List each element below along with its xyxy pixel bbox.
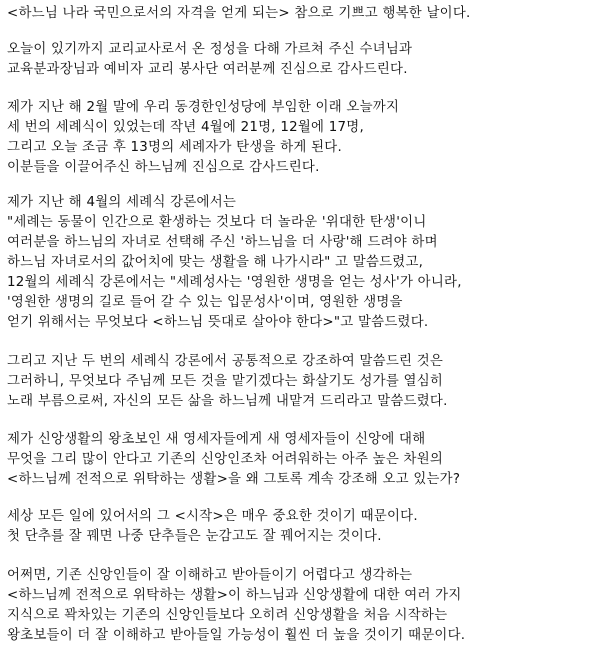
- text-line: 제가 지난 해 4월의 세례식 강론에서는: [7, 195, 237, 210]
- paragraph-baptisms: [7, 98, 596, 178]
- text-line: 무엇을 그리 많이 안다고 기존의 신앙인조차 어려워하는 아주 높은 차원의: [7, 452, 444, 467]
- text-line: 이분들을 이끌어주신 하느님께 진심으로 감사드린다.: [7, 160, 320, 175]
- paragraph-homilies: [7, 193, 596, 333]
- paragraph-common-emphasis: [7, 352, 596, 412]
- text-line: 어쩌면, 기존 신앙인들이 잘 이해하고 받아들이기 어렵다고 생각하는: [7, 568, 413, 583]
- paragraph-thanks-teachers: [7, 40, 596, 80]
- text-line: 왕초보들이 더 잘 이해하고 받아들일 가능성이 훨씬 더 높을 것이기 때문이다.: [7, 628, 466, 643]
- text-line: 오늘이 있기까지 교리교사로서 온 정성을 다해 가르쳐 주신 수녀님과: [7, 42, 413, 57]
- text-line: 제가 지난 해 2월 말에 우리 동경한인성당에 부임한 이래 오늘까지: [7, 100, 400, 115]
- text-line: '영원한 생명의 길로 들어 갈 수 있는 입문성사'이며, 영원한 생명을: [7, 295, 403, 310]
- text-line: 그리고 오늘 조금 후 13명의 세례자가 탄생을 하게 된다.: [7, 140, 342, 155]
- text-line: 지식으로 꽉차있는 기존의 신앙인들보다 오히려 신앙생활을 처음 시작하는: [7, 608, 448, 623]
- paragraph-question: [7, 430, 596, 490]
- text-line: <하느님께 전적으로 위탁하는 생활>이 하느님과 신앙생활에 대한 여러 가지: [7, 588, 462, 603]
- text-line: <하느님 나라 국민으로서의 자격을 얻게 되는> 참으로 기쁘고 행복한 날이다.: [7, 6, 471, 21]
- text-line: 세상 모든 일에 있어서의 그 <시작>은 매우 중요한 것이기 때문이다.: [7, 509, 418, 524]
- paragraph-intro: [7, 4, 596, 24]
- text-line: 노래 부름으로써, 자신의 모든 삶을 하느님께 내맡겨 드리라고 말씀드렸다.: [7, 394, 448, 409]
- text-line: 하느님 자녀로서의 값어치에 맞는 생활을 해 나가시라" 고 말씀드렸고,: [7, 255, 424, 270]
- paragraph-beginning: [7, 507, 596, 547]
- text-line: 그러하니, 무엇보다 주님께 모든 것을 맡기겠다는 화살기도 성가를 열심히: [7, 374, 444, 389]
- text-line: <하느님께 전적으로 위탁하는 생활>을 왜 그토록 계속 강조해 오고 있는가?: [7, 472, 461, 487]
- text-line: "세례는 동물이 인간으로 환생하는 것보다 더 놀라운 '위대한 탄생'이니: [7, 215, 427, 230]
- paragraph-conclusion: [7, 566, 596, 646]
- text-line: 첫 단추를 잘 꿰면 나중 단추들은 눈감고도 잘 꿰어지는 것이다.: [7, 529, 382, 544]
- text-line: 제가 신앙생활의 왕초보인 새 영세자들에게 새 영세자들이 신앙에 대해: [7, 432, 426, 447]
- text-line: 얻기 위해서는 무엇보다 <하느님 뜻대로 살아야 한다>"고 말씀드렸다.: [7, 315, 429, 330]
- text-line: 그리고 지난 두 번의 세례식 강론에서 공통적으로 강조하여 말씀드린 것은: [7, 354, 444, 369]
- text-line: 12월의 세례식 강론에서는 "세례성사는 '영원한 생명을 얻는 성사'가 아니라,: [7, 275, 462, 290]
- text-line: 여러분을 하느님의 자녀로 선택해 주신 '하느님을 더 사랑'해 드려야 하며: [7, 235, 438, 250]
- text-line: 교육분과장님과 예비자 교리 봉사단 여러분께 진심으로 감사드린다.: [7, 62, 408, 77]
- text-line: 세 번의 세례식이 있었는데 작년 4월에 21명, 12월에 17명,: [7, 120, 364, 135]
